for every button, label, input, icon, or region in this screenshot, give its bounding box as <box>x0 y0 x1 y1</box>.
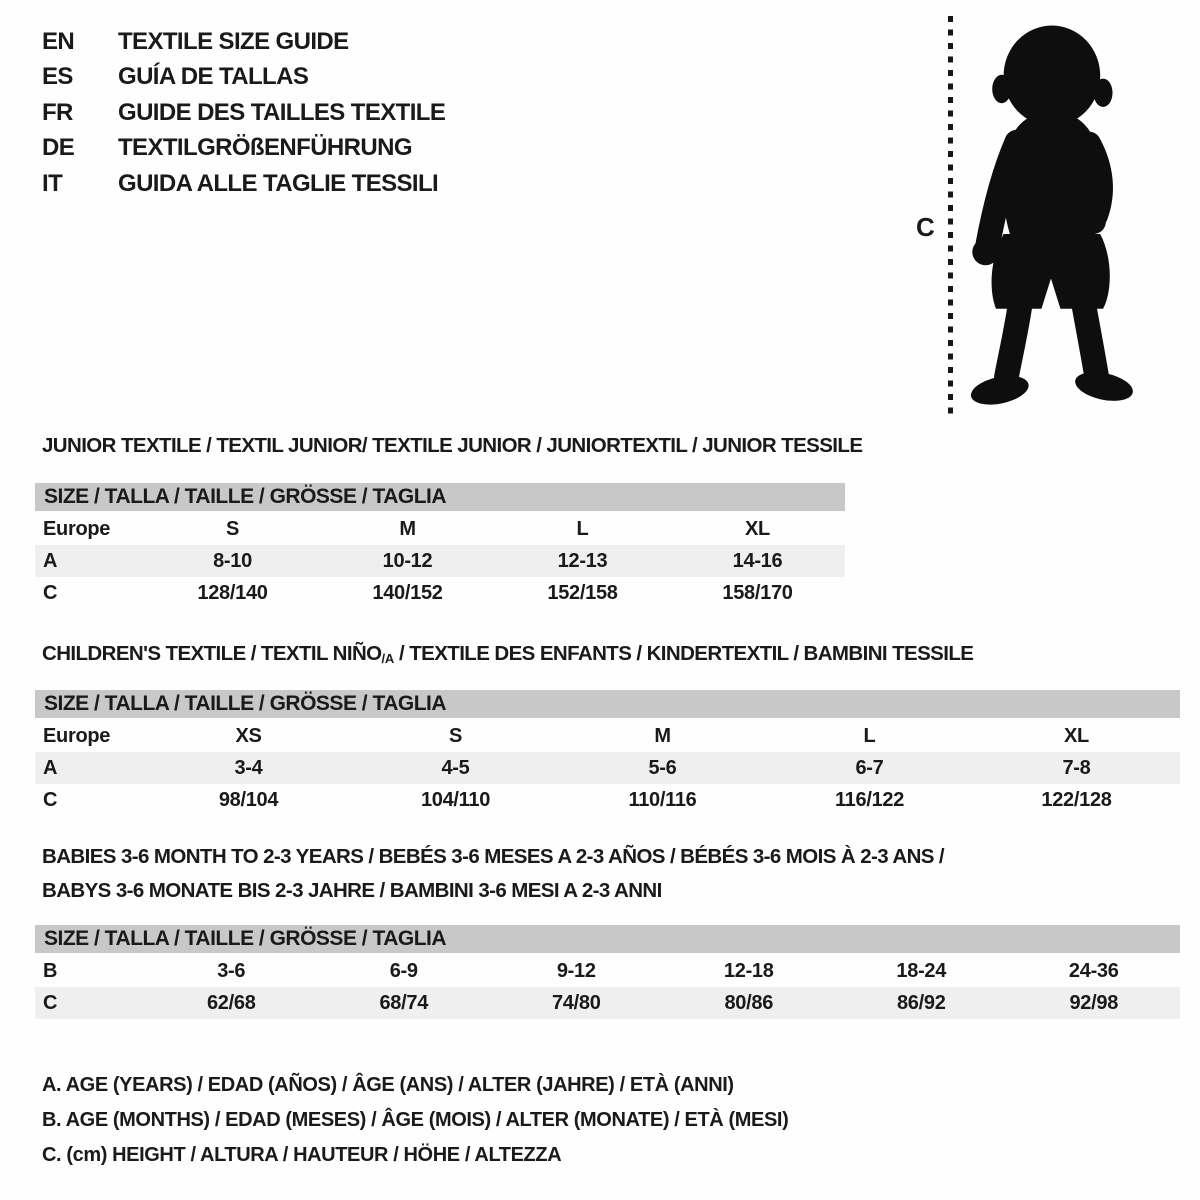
table-cell: 7-8 <box>1062 757 1091 779</box>
column-header: L <box>576 518 589 540</box>
junior-size-table <box>35 483 845 609</box>
table-cell: 80/86 <box>724 992 774 1014</box>
children-section-title <box>42 642 973 666</box>
column-header: S <box>225 518 240 540</box>
children-title-pre: CHILDREN'S TEXTILE / TEXTIL NIÑO <box>42 642 382 665</box>
table-header-row <box>35 513 845 545</box>
table-cell: 3-4 <box>234 757 263 779</box>
table-cell: 116/122 <box>834 789 905 811</box>
children-title-subscript: /A <box>381 651 394 666</box>
row-label: C <box>43 789 58 811</box>
legend-line-c: C. (cm) HEIGHT / ALTURA / HAUTEUR / HÖHE / ALTEZZA <box>42 1144 562 1166</box>
language-label: GUIDA ALLE TAGLIE TESSILI <box>118 169 439 197</box>
table-cell: 4-5 <box>441 757 470 779</box>
table-cell: 18-24 <box>896 960 947 982</box>
table-cell: 12-13 <box>557 550 608 572</box>
table-row <box>35 752 1180 784</box>
column-header: XL <box>745 518 770 540</box>
table-row <box>35 784 1180 816</box>
legend-line-a: A. AGE (YEARS) / EDAD (AÑOS) / ÂGE (ANS) / ALTER (JAHRE) / ETÀ (ANNI) <box>42 1074 734 1096</box>
babies-section-title-line1: BABIES 3-6 MONTH TO 2-3 YEARS / BEBÉS 3-6 MESES A 2-3 AÑOS / BÉBÉS 3-6 MOIS À 2-3 ANS / <box>42 845 945 868</box>
language-row-fr <box>42 95 445 131</box>
table-row <box>35 545 845 577</box>
table-cell: 6-9 <box>389 960 418 982</box>
table-cell: 98/104 <box>218 789 279 811</box>
column-header: XL <box>1064 725 1089 747</box>
column-header: Europe <box>43 518 111 540</box>
table-cell: 110/116 <box>628 789 697 811</box>
table-cell: 9-12 <box>556 960 596 982</box>
babies-section-title-line2: BABYS 3-6 MONATE BIS 2-3 JAHRE / BAMBINI 3-6 MESI A 2-3 ANNI <box>42 879 662 902</box>
table-cell: 68/74 <box>379 992 429 1014</box>
column-header: M <box>654 725 671 747</box>
table-row <box>35 987 1180 1019</box>
height-measure-dashed-line <box>948 16 953 414</box>
size-header-bar: SIZE / TALLA / TAILLE / GRÖSSE / TAGLIA <box>35 483 845 511</box>
language-code: EN <box>42 27 75 55</box>
table-cell: 62/68 <box>206 992 256 1014</box>
language-code: FR <box>42 98 73 126</box>
table-cell: 12-18 <box>723 960 774 982</box>
table-cell: 140/152 <box>372 582 443 604</box>
table-cell: 6-7 <box>855 757 884 779</box>
legend-line-b: B. AGE (MONTHS) / EDAD (MESES) / ÂGE (MOIS) / ALTER (MONATE) / ETÀ (MESI) <box>42 1109 789 1131</box>
table-cell: 74/80 <box>551 992 601 1014</box>
language-code: DE <box>42 134 75 162</box>
babies-size-table <box>35 925 1180 1019</box>
size-header-bar: SIZE / TALLA / TAILLE / GRÖSSE / TAGLIA <box>35 690 1180 718</box>
size-header-bar: SIZE / TALLA / TAILLE / GRÖSSE / TAGLIA <box>35 925 1180 953</box>
language-title-block <box>42 24 445 202</box>
column-header: M <box>399 518 416 540</box>
language-code: IT <box>42 169 63 197</box>
column-header: Europe <box>43 725 111 747</box>
toddler-silhouette-icon <box>960 12 1140 418</box>
children-size-table <box>35 690 1180 816</box>
table-cell: 14-16 <box>732 550 783 572</box>
language-row-it <box>42 166 445 202</box>
measurement-legend <box>42 1068 788 1173</box>
table-cell: 158/170 <box>722 582 793 604</box>
table-cell: 24-36 <box>1068 960 1119 982</box>
table-cell: 8-10 <box>213 550 252 572</box>
children-title-post: / TEXTILE DES ENFANTS / KINDERTEXTIL / BAMBINI TESSILE <box>393 642 974 665</box>
table-cell: 86/92 <box>896 992 946 1014</box>
row-label: A <box>43 550 58 572</box>
language-label: TEXTILGRÖßENFÜHRUNG <box>118 134 412 162</box>
table-cell: 122/128 <box>1041 789 1112 811</box>
column-header: XS <box>235 725 262 747</box>
table-row <box>35 955 1180 987</box>
table-cell: 128/140 <box>197 582 268 604</box>
language-label: TEXTILE SIZE GUIDE <box>118 27 349 55</box>
column-header: S <box>448 725 463 747</box>
row-label: A <box>43 757 58 779</box>
junior-section-title: JUNIOR TEXTILE / TEXTIL JUNIOR/ TEXTILE JUNIOR / JUNIORTEXTIL / JUNIOR TESSILE <box>42 434 863 457</box>
height-measure-label: C <box>916 212 935 242</box>
language-label: GUÍA DE TALLAS <box>118 63 309 91</box>
table-cell: 10-12 <box>382 550 433 572</box>
language-code: ES <box>42 63 73 91</box>
language-row-es <box>42 60 445 96</box>
table-cell: 5-6 <box>648 757 677 779</box>
table-cell: 3-6 <box>217 960 246 982</box>
table-header-row <box>35 720 1180 752</box>
language-row-en <box>42 24 445 60</box>
row-label: B <box>43 960 58 982</box>
table-row <box>35 577 845 609</box>
table-cell: 92/98 <box>1069 992 1119 1014</box>
language-label: GUIDE DES TAILLES TEXTILE <box>118 98 446 126</box>
table-cell: 104/110 <box>420 789 491 811</box>
row-label: C <box>43 992 58 1014</box>
column-header: L <box>863 725 876 747</box>
row-label: C <box>43 582 58 604</box>
language-row-de <box>42 131 445 167</box>
table-cell: 152/158 <box>547 582 618 604</box>
